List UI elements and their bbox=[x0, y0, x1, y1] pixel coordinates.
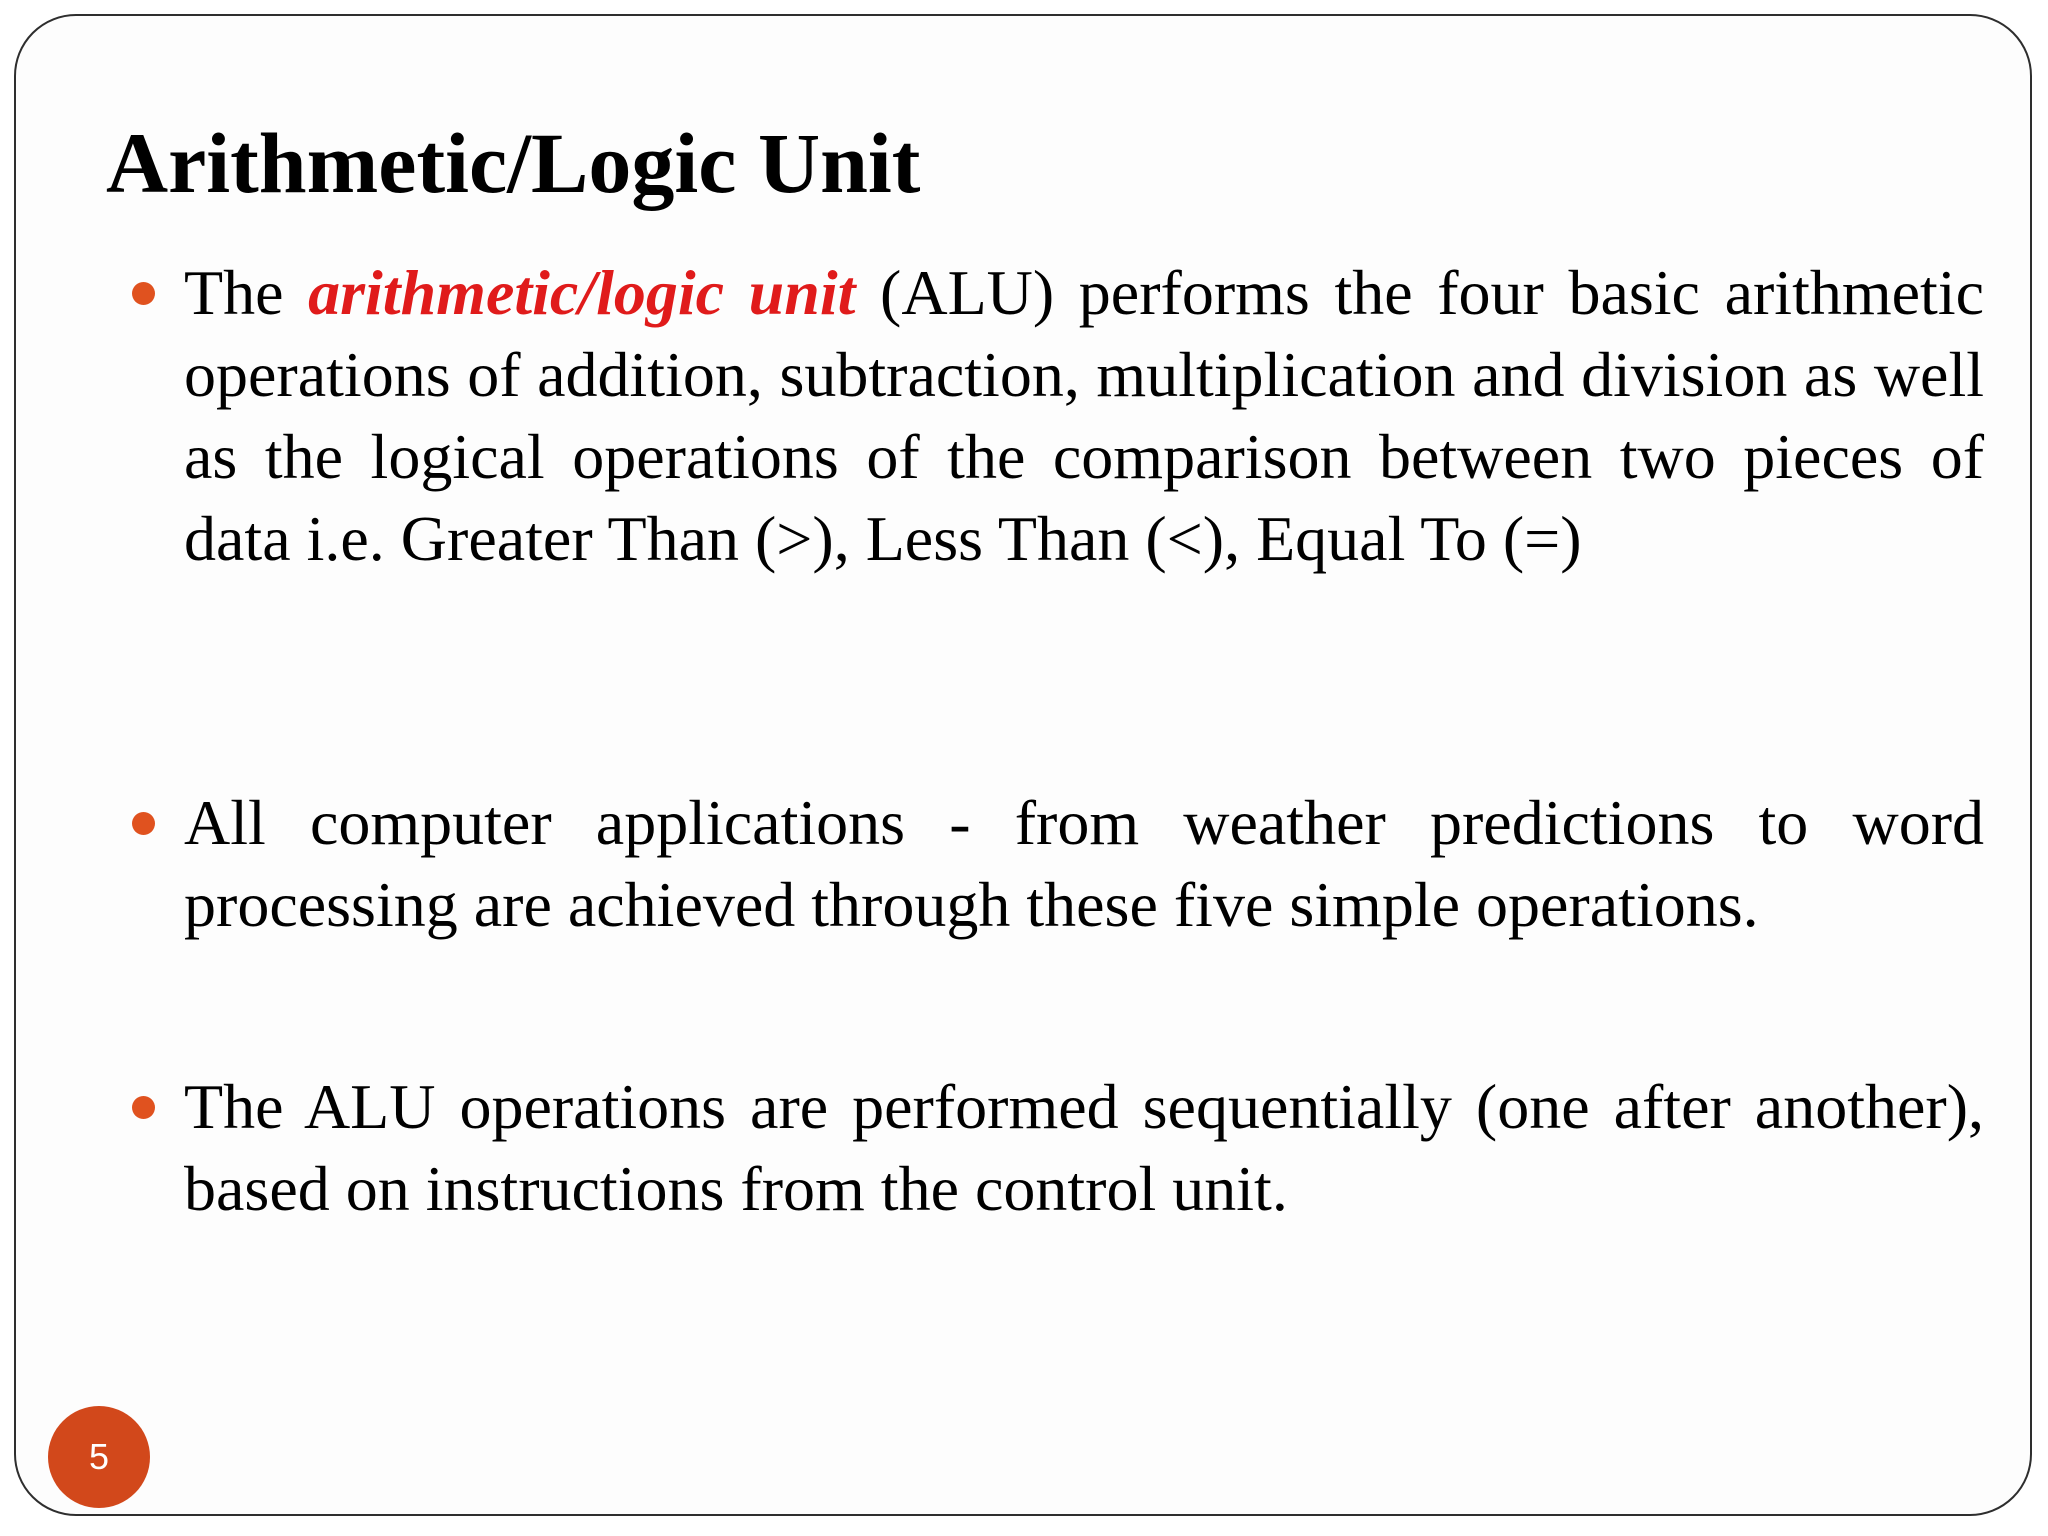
highlighted-term: arithmetic/logic unit bbox=[308, 257, 856, 328]
slide-number-badge: 5 bbox=[48, 1406, 150, 1508]
bullet-dot-icon bbox=[132, 812, 155, 835]
bullet-alu-definition bbox=[184, 252, 1984, 580]
bullet-lead: The bbox=[184, 257, 309, 328]
bullet-sequential bbox=[184, 1066, 1984, 1230]
bullet-text: (ALU) performs the four basic arithmetic operations of addition, subtraction, multiplication and division as well as the logical operations of the comparison between two pieces of data i.e. Greater Than (>), Less Than (<), Equal To (=) bbox=[184, 257, 1985, 574]
slide-frame bbox=[14, 14, 2032, 1516]
bullet-text: All computer applications - from weather predictions to word processing are achieved through these five simple operations. bbox=[184, 787, 1984, 940]
bullet-applications bbox=[184, 782, 1984, 946]
bullet-text: The ALU operations are performed sequentially (one after another), based on instructions from the control unit. bbox=[184, 1071, 1984, 1224]
bullet-dot-icon bbox=[132, 282, 155, 305]
bullet-dot-icon bbox=[132, 1096, 155, 1119]
slide-title: Arithmetic/Logic Unit bbox=[106, 115, 921, 211]
